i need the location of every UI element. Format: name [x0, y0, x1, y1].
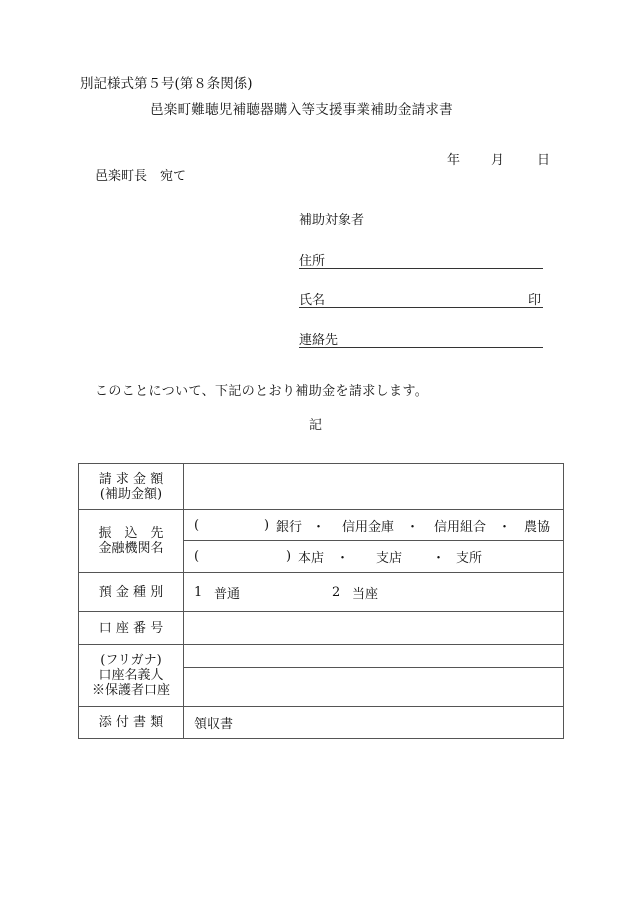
amount-label-line1: 請 求 金 額 — [98, 471, 164, 487]
applicant-heading: 補助対象者 — [299, 213, 365, 228]
separator-dot: ・ — [432, 551, 446, 566]
amount-value[interactable] — [184, 464, 564, 510]
attach-value: 領収書 — [184, 707, 564, 739]
request-statement: このことについて、下記のとおり補助金を請求します。 — [95, 384, 429, 399]
document-title: 邑楽町難聴児補聴器購入等支援事業補助金請求書 — [150, 102, 453, 118]
deposit-options[interactable] — [184, 573, 564, 612]
holder-kana-row — [79, 645, 564, 668]
account-no-value[interactable] — [184, 612, 564, 645]
option-honten[interactable]: 本店 — [298, 551, 325, 566]
address-label: 住所 — [299, 254, 326, 269]
address-field[interactable] — [299, 268, 543, 269]
option-shiten[interactable]: 支店 — [376, 551, 403, 566]
deposit-opt2-num: 2 — [332, 584, 341, 600]
amount-row — [79, 464, 564, 510]
option-shinkin[interactable]: 信用金庫 — [342, 519, 395, 535]
holder-label — [79, 645, 184, 707]
holder-kana-value[interactable] — [184, 645, 564, 668]
option-toza[interactable]: 当座 — [352, 586, 379, 602]
name-label: 氏名 — [299, 293, 326, 308]
option-bank[interactable]: 銀行 — [276, 519, 303, 535]
holder-label-line3: ※保護者口座 — [91, 683, 170, 698]
paren-close: ) — [286, 549, 292, 564]
holder-label-line1: (フリガナ) — [100, 653, 162, 668]
bank-row-1 — [79, 510, 564, 541]
bank-label-line2: 金融機関名 — [98, 541, 164, 556]
option-kumiai[interactable]: 信用組合 — [434, 519, 487, 535]
separator-dot: ・ — [336, 551, 350, 566]
request-table — [78, 463, 564, 739]
date-day: 日 — [537, 153, 551, 168]
deposit-row — [79, 573, 564, 612]
deposit-opt1-num: 1 — [194, 584, 203, 600]
form-reference: 別記様式第５号(第８条関係) — [80, 76, 253, 92]
separator-dot: ・ — [312, 519, 326, 535]
attach-label: 添 付 書 類 — [79, 707, 184, 739]
addressee: 邑楽町長 宛て — [95, 169, 187, 184]
paren-close: ) — [264, 517, 270, 533]
name-field[interactable] — [299, 307, 543, 308]
account-no-row — [79, 612, 564, 645]
paren-open: ( — [194, 549, 200, 564]
bank-label — [79, 510, 184, 573]
paren-open: ( — [194, 517, 200, 533]
holder-name-value[interactable] — [184, 668, 564, 707]
separator-dot: ・ — [406, 519, 420, 535]
option-shisho[interactable]: 支所 — [456, 551, 483, 566]
contact-label: 連絡先 — [299, 333, 339, 348]
date-year: 年 — [447, 153, 461, 168]
seal-mark: 印 — [528, 293, 542, 308]
deposit-label: 預 金 種 別 — [79, 573, 184, 612]
branch-options[interactable] — [184, 541, 564, 573]
date-month: 月 — [491, 153, 505, 168]
holder-label-line2: 口座名義人 — [98, 668, 164, 683]
account-no-label: 口 座 番 号 — [79, 612, 184, 645]
bank-label-line1: 振 込 先 — [98, 526, 164, 541]
separator-dot: ・ — [498, 519, 512, 535]
option-nokyo[interactable]: 農協 — [524, 519, 551, 535]
amount-label-line2: (補助金額) — [99, 486, 163, 502]
amount-label — [79, 464, 184, 510]
contact-field[interactable] — [299, 347, 543, 348]
bank-name-options[interactable] — [184, 510, 564, 541]
attach-row — [79, 707, 564, 739]
option-futsu[interactable]: 普通 — [214, 586, 241, 602]
ki-heading: 記 — [309, 418, 323, 433]
